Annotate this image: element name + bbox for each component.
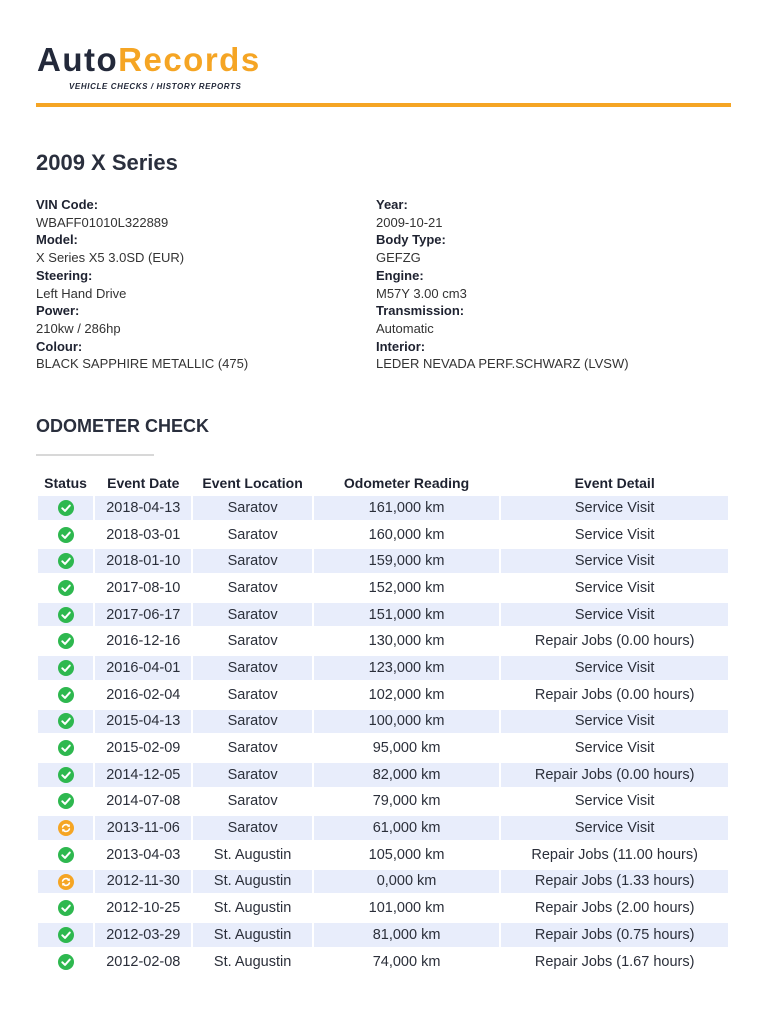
event-detail-cell: Service Visit [501, 496, 728, 520]
odometer-section-title: ODOMETER CHECK [36, 416, 210, 436]
spec-value-year: 2009-10-21 [376, 214, 443, 230]
column-header-event-detail: Event Detail [574, 475, 655, 491]
spec-label-year: Year: [376, 197, 408, 212]
check-circle-icon [58, 660, 74, 676]
spec-value-colour: BLACK SAPPHIRE METALLIC (475) [36, 356, 249, 372]
event-detail-cell: Service Visit [501, 523, 728, 547]
spec-value-interior: LEDER NEVADA PERF.SCHWARZ (LVSW) [376, 356, 629, 372]
event-location-cell: Saratov [193, 683, 311, 707]
vehicle-specs-right [376, 196, 706, 373]
odometer-reading-cell: 82,000 km [314, 763, 500, 787]
event-location-cell: Saratov [193, 763, 311, 787]
event-location-cell: St. Augustin [193, 950, 311, 974]
status-cell [38, 603, 93, 627]
check-circle-icon [58, 740, 74, 756]
odometer-reading-cell: 74,000 km [314, 950, 500, 974]
column-header-odometer-reading: Odometer Reading [343, 475, 470, 491]
status-cell [38, 870, 93, 894]
table-row [38, 923, 728, 947]
table-row [38, 790, 728, 814]
table-row [38, 523, 728, 547]
odometer-table [36, 470, 730, 976]
odometer-reading-cell: 130,000 km [314, 629, 500, 653]
check-circle-icon [58, 713, 74, 729]
spec-value-body-type: GEFZG [376, 250, 421, 266]
spec-label-model: Model: [36, 232, 78, 248]
event-date-cell: 2012-10-25 [95, 896, 191, 920]
event-date-cell: 2015-02-09 [95, 736, 191, 760]
event-detail-cell: Service Visit [501, 549, 728, 573]
event-date-cell: 2012-03-29 [95, 923, 191, 947]
status-cell [38, 843, 93, 867]
odometer-reading-cell: 61,000 km [314, 816, 500, 840]
check-circle-icon [58, 900, 74, 916]
vehicle-specs-left [36, 196, 366, 373]
table-row [38, 656, 728, 680]
header-divider [36, 103, 731, 107]
status-cell [38, 736, 93, 760]
event-detail-cell: Repair Jobs (1.67 hours) [501, 950, 728, 974]
event-detail-cell: Repair Jobs (11.00 hours) [501, 843, 728, 867]
status-cell [38, 549, 93, 573]
brand-name-part1: Auto [37, 41, 119, 78]
event-detail-cell: Service Visit [501, 656, 728, 680]
event-detail-cell: Repair Jobs (0.00 hours) [501, 763, 728, 787]
table-row [38, 816, 728, 840]
event-detail-cell: Service Visit [501, 710, 728, 734]
odometer-reading-cell: 152,000 km [314, 576, 500, 600]
spec-label-vin-code: VIN Code: [36, 197, 99, 212]
column-header-event-location: Event Location [202, 475, 303, 491]
spec-label-transmission: Transmission: [376, 303, 465, 319]
event-location-cell: St. Augustin [193, 923, 311, 947]
column-header-event-date: Event Date [107, 475, 180, 491]
table-row [38, 843, 728, 867]
table-row [38, 576, 728, 600]
odometer-reading-cell: 102,000 km [314, 683, 500, 707]
event-location-cell: Saratov [193, 523, 311, 547]
vehicle-title: 2009 X Series [36, 150, 178, 175]
table-row [38, 549, 728, 573]
event-date-cell: 2018-03-01 [95, 523, 191, 547]
spec-value-power: 210kw / 286hp [36, 320, 121, 336]
status-cell [38, 816, 93, 840]
brand-name-part2: Records [118, 41, 261, 78]
check-circle-icon [58, 953, 74, 969]
odometer-reading-cell: 151,000 km [314, 603, 500, 627]
event-date-cell: 2012-02-08 [95, 950, 191, 974]
status-cell [38, 656, 93, 680]
check-circle-icon [58, 847, 74, 863]
spec-label-colour: Colour: [36, 338, 83, 354]
odometer-reading-cell: 100,000 km [314, 710, 500, 734]
event-location-cell: Saratov [193, 629, 311, 653]
odometer-reading-cell: 123,000 km [314, 656, 500, 680]
event-date-cell: 2012-11-30 [95, 870, 191, 894]
check-circle-icon [58, 687, 74, 703]
event-date-cell: 2014-07-08 [95, 790, 191, 814]
odometer-reading-cell: 95,000 km [314, 736, 500, 760]
event-detail-cell: Repair Jobs (0.00 hours) [501, 629, 728, 653]
spec-label-interior: Interior: [376, 338, 426, 354]
event-detail-cell: Repair Jobs (0.00 hours) [501, 683, 728, 707]
event-location-cell: Saratov [193, 736, 311, 760]
table-header-row [38, 473, 728, 493]
event-location-cell: Saratov [193, 603, 311, 627]
refresh-circle-icon [58, 873, 74, 889]
event-detail-cell: Service Visit [501, 603, 728, 627]
check-circle-icon [58, 500, 74, 516]
table-row [38, 683, 728, 707]
table-row [38, 710, 728, 734]
brand-logo [37, 40, 261, 91]
table-row [38, 870, 728, 894]
event-date-cell: 2016-04-01 [95, 656, 191, 680]
event-location-cell: Saratov [193, 496, 311, 520]
odometer-reading-cell: 81,000 km [314, 923, 500, 947]
spec-value-model: X Series X5 3.0SD (EUR) [36, 250, 185, 266]
event-location-cell: Saratov [193, 656, 311, 680]
spec-value-engine: M57Y 3.00 cm3 [376, 285, 467, 301]
table-row [38, 736, 728, 760]
status-cell [38, 523, 93, 547]
spec-value-steering: Left Hand Drive [36, 285, 127, 301]
column-header-status: Status [44, 475, 87, 491]
check-circle-icon [58, 633, 74, 649]
status-cell [38, 683, 93, 707]
event-location-cell: Saratov [193, 549, 311, 573]
event-date-cell: 2015-04-13 [95, 710, 191, 734]
event-date-cell: 2016-02-04 [95, 683, 191, 707]
odometer-reading-cell: 0,000 km [314, 870, 500, 894]
table-row [38, 496, 728, 520]
check-circle-icon [58, 927, 74, 943]
table-row [38, 603, 728, 627]
odometer-reading-cell: 105,000 km [314, 843, 500, 867]
event-location-cell: Saratov [193, 576, 311, 600]
odometer-reading-cell: 79,000 km [314, 790, 500, 814]
table-row [38, 950, 728, 974]
status-cell [38, 576, 93, 600]
odometer-reading-cell: 159,000 km [314, 549, 500, 573]
status-cell [38, 710, 93, 734]
event-detail-cell: Repair Jobs (0.75 hours) [501, 923, 728, 947]
event-location-cell: St. Augustin [193, 896, 311, 920]
spec-label-engine: Engine: [376, 267, 424, 283]
check-circle-icon [58, 793, 74, 809]
status-cell [38, 923, 93, 947]
odometer-table-body [38, 496, 728, 973]
brand-name [37, 40, 261, 80]
odometer-reading-cell: 160,000 km [314, 523, 500, 547]
spec-label-steering: Steering: [36, 267, 93, 283]
check-circle-icon [58, 580, 74, 596]
event-detail-cell: Repair Jobs (1.33 hours) [501, 870, 728, 894]
spec-value-vin-code: WBAFF01010L322889 [36, 214, 169, 230]
event-date-cell: 2017-08-10 [95, 576, 191, 600]
event-date-cell: 2013-04-03 [95, 843, 191, 867]
check-circle-icon [58, 767, 74, 783]
table-row [38, 896, 728, 920]
table-row [38, 629, 728, 653]
brand-tagline: VEHICLE CHECKS / HISTORY REPORTS [69, 82, 242, 91]
event-detail-cell: Service Visit [501, 816, 728, 840]
event-location-cell: St. Augustin [193, 870, 311, 894]
section-divider [36, 454, 154, 456]
event-detail-cell: Service Visit [501, 736, 728, 760]
status-cell [38, 763, 93, 787]
check-circle-icon [58, 526, 74, 542]
table-row [38, 763, 728, 787]
status-cell [38, 950, 93, 974]
check-circle-icon [58, 607, 74, 623]
spec-label-body-type: Body Type: [376, 232, 446, 248]
spec-value-transmission: Automatic [376, 320, 434, 336]
event-location-cell: St. Augustin [193, 843, 311, 867]
event-date-cell: 2018-01-10 [95, 549, 191, 573]
status-cell [38, 790, 93, 814]
event-detail-cell: Service Visit [501, 576, 728, 600]
odometer-reading-cell: 101,000 km [314, 896, 500, 920]
status-cell [38, 629, 93, 653]
event-date-cell: 2016-12-16 [95, 629, 191, 653]
event-location-cell: Saratov [193, 816, 311, 840]
event-date-cell: 2013-11-06 [95, 816, 191, 840]
event-detail-cell: Service Visit [501, 790, 728, 814]
refresh-circle-icon [58, 820, 74, 836]
odometer-reading-cell: 161,000 km [314, 496, 500, 520]
status-cell [38, 496, 93, 520]
check-circle-icon [58, 553, 74, 569]
event-date-cell: 2017-06-17 [95, 603, 191, 627]
event-location-cell: Saratov [193, 790, 311, 814]
event-date-cell: 2018-04-13 [95, 496, 191, 520]
spec-label-power: Power: [36, 303, 80, 319]
event-location-cell: Saratov [193, 710, 311, 734]
status-cell [38, 896, 93, 920]
event-detail-cell: Repair Jobs (2.00 hours) [501, 896, 728, 920]
event-date-cell: 2014-12-05 [95, 763, 191, 787]
